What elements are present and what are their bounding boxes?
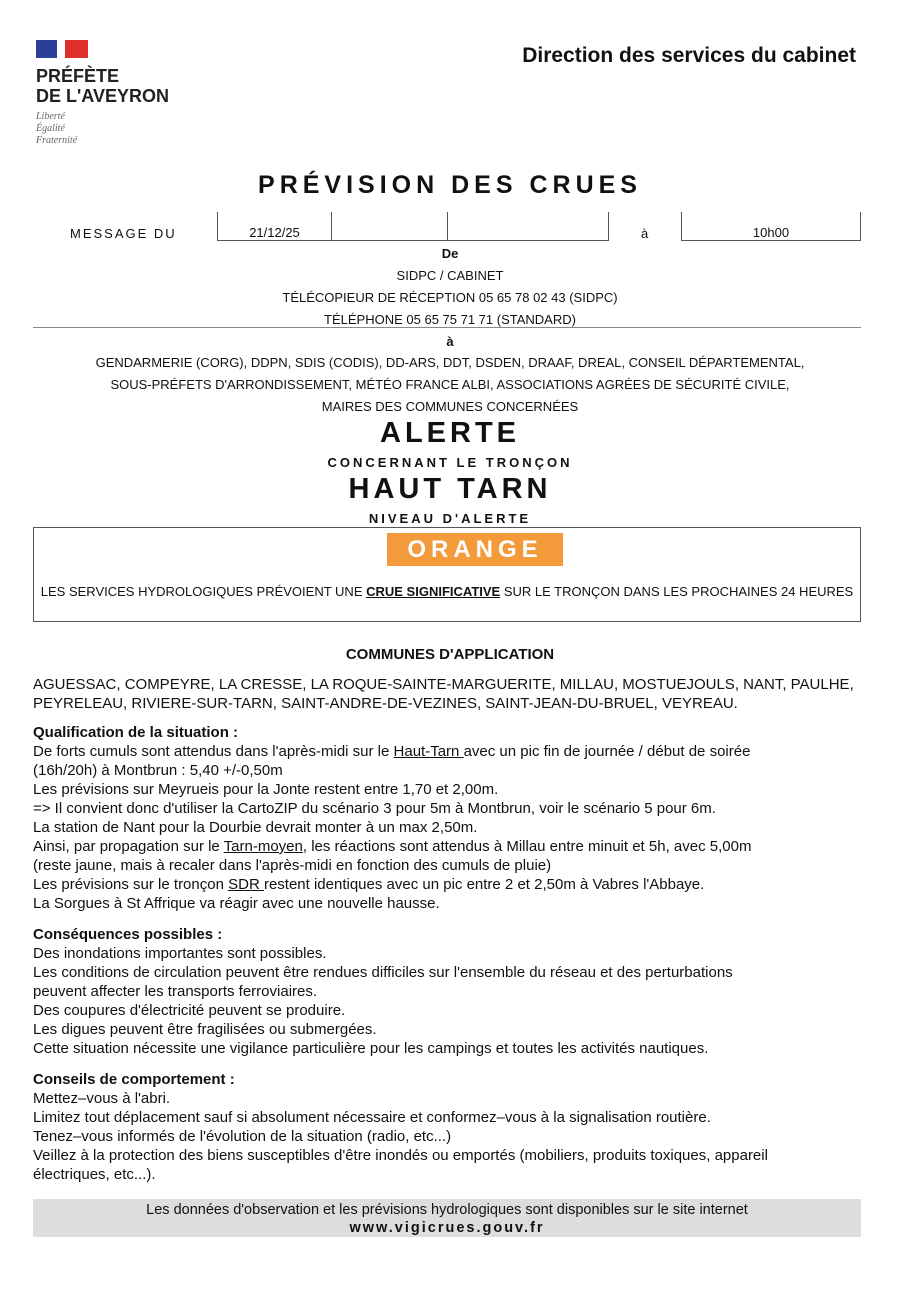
from-label: De	[441, 246, 459, 261]
prediction-text	[40, 583, 854, 600]
line: (reste jaune, mais à recaler dans l'après-midi en fonction des cumuls de pluie)	[33, 857, 552, 874]
motto: Fraternité	[36, 135, 78, 146]
qualification-section	[33, 723, 868, 913]
prefecture-logo	[36, 40, 169, 147]
motto: Égalité	[36, 123, 65, 134]
consequences-section	[33, 925, 868, 1058]
message-a: à	[641, 226, 649, 241]
message-cell	[331, 212, 448, 241]
to-label: à	[446, 334, 454, 349]
line: (16h/20h) à Montbrun : 5,40 +/-0,50m	[33, 762, 283, 779]
prefecture-name: DE L'AVEYRON	[36, 86, 169, 106]
line: Ainsi, par propagation sur le Tarn-moyen, les réactions sont attendus à Millau entre minuit et 5h, avec 5,00m	[33, 838, 752, 855]
line: électriques, etc...).	[33, 1166, 156, 1183]
section-title: Conseils de comportement :	[33, 1071, 235, 1088]
text: LES SERVICES HYDROLOGIQUES PRÉVOIENT UNE	[40, 584, 367, 599]
line: Les conditions de circulation peuvent être rendues difficiles sur l'ensemble du réseau et des perturbations	[33, 964, 733, 981]
line: peuvent affecter les transports ferroviaires.	[33, 983, 318, 1000]
line: Limitez tout déplacement sauf si absolument nécessaire et conformez–vous à la signalisation routière.	[33, 1109, 711, 1126]
alert-section: HAUT TARN	[348, 473, 552, 505]
message-label: MESSAGE DU	[70, 226, 177, 241]
message-time: 10h00	[681, 212, 861, 241]
marianne-flag-icon	[36, 40, 88, 58]
communes-title: COMMUNES D'APPLICATION	[345, 646, 555, 663]
line: Les digues peuvent être fragilisées ou submergées.	[33, 1021, 377, 1038]
from-line: TÉLÉPHONE 05 65 75 71 71 (STANDARD)	[324, 312, 576, 327]
communes-line: PEYRELEAU, RIVIERE-SUR-TARN, SAINT-ANDRE-DE-VEZINES, SAINT-JEAN-DU-BRUEL, VEYREAU.	[33, 695, 738, 712]
section-title: Qualification de la situation :	[33, 724, 239, 741]
prefecture-name: PRÉFÈTE	[36, 66, 120, 86]
motto: Liberté	[36, 111, 65, 122]
section-title: Conséquences possibles :	[33, 926, 223, 943]
to-line: SOUS-PRÉFETS D'ARRONDISSEMENT, MÉTÉO FRANCE ALBI, ASSOCIATIONS AGRÉES DE SÉCURITÉ CIVILE,	[110, 377, 790, 392]
line: La station de Nant pour la Dourbie devrait monter à un max 2,50m.	[33, 819, 478, 836]
footer-text: Les données d'observation et les prévisions hydrologiques sont disponibles sur le site internet	[146, 1202, 748, 1218]
line: Cette situation nécessite une vigilance particulière pour les campings et toutes les activités nautiques.	[33, 1040, 709, 1057]
to-line: GENDARMERIE (CORG), DDPN, SDIS (CODIS), DD-ARS, DDT, DSDEN, DRAAF, DREAL, CONSEIL DÉPARTEMENTAL,	[95, 355, 805, 370]
line: => Il convient donc d'utiliser la CartoZIP du scénario 3 pour 5m à Montbrun, voir le scénario 5 pour 6m.	[33, 800, 716, 817]
from-line: SIDPC / CABINET	[396, 268, 504, 283]
divider	[33, 327, 861, 328]
line: Des coupures d'électricité peuvent se produire.	[33, 1002, 346, 1019]
footer-box	[33, 1199, 861, 1237]
alert-title: ALERTE	[380, 417, 520, 449]
line: Les prévisions sur le tronçon SDR restent identiques avec un pic entre 2 et 2,50m à Vabres l'Abbaye.	[33, 876, 705, 893]
alert-level-label: NIVEAU D'ALERTE	[368, 511, 532, 526]
to-line: MAIRES DES COMMUNES CONCERNÉES	[321, 399, 579, 414]
highlight: CRUE SIGNIFICATIVE	[366, 584, 501, 599]
footer-link[interactable]: www.vigicrues.gouv.fr	[349, 1220, 545, 1236]
page-title: PRÉVISION DES CRUES	[258, 171, 642, 199]
line: Les prévisions sur Meyrueis pour la Jonte restent entre 1,70 et 2,00m.	[33, 781, 499, 798]
line: Tenez–vous informés de l'évolution de la situation (radio, etc...)	[33, 1128, 452, 1145]
communes-line: AGUESSAC, COMPEYRE, LA CRESSE, LA ROQUE-SAINTE-MARGUERITE, MILLAU, MOSTUEJOULS, NANT, PAULHE,	[33, 676, 854, 693]
alert-level-badge: ORANGE	[387, 533, 563, 566]
line: De forts cumuls sont attendus dans l'après-midi sur le Haut-Tarn avec un pic fin de journée / début de soirée	[33, 743, 751, 760]
line: Des inondations importantes sont possibles.	[33, 945, 327, 962]
alert-concerning: CONCERNANT LE TRONÇON	[327, 455, 573, 470]
from-line: TÉLÉCOPIEUR DE RÉCEPTION 05 65 78 02 43 (SIDPC)	[282, 290, 618, 305]
communes-list	[33, 675, 868, 713]
line: Mettez–vous à l'abri.	[33, 1090, 171, 1107]
message-cell	[447, 212, 609, 241]
line: Veillez à la protection des biens susceptibles d'être inondés ou emportés (mobiliers, produits toxiques, appareil	[33, 1147, 768, 1164]
direction-title: Direction des services du cabinet	[522, 44, 856, 67]
advice-section	[33, 1070, 868, 1184]
message-date: 21/12/25	[217, 212, 332, 241]
text: SUR LE TRONÇON DANS LES PROCHAINES 24 HEURES	[500, 584, 854, 599]
line: La Sorgues à St Affrique va réagir avec une nouvelle hausse.	[33, 895, 440, 912]
